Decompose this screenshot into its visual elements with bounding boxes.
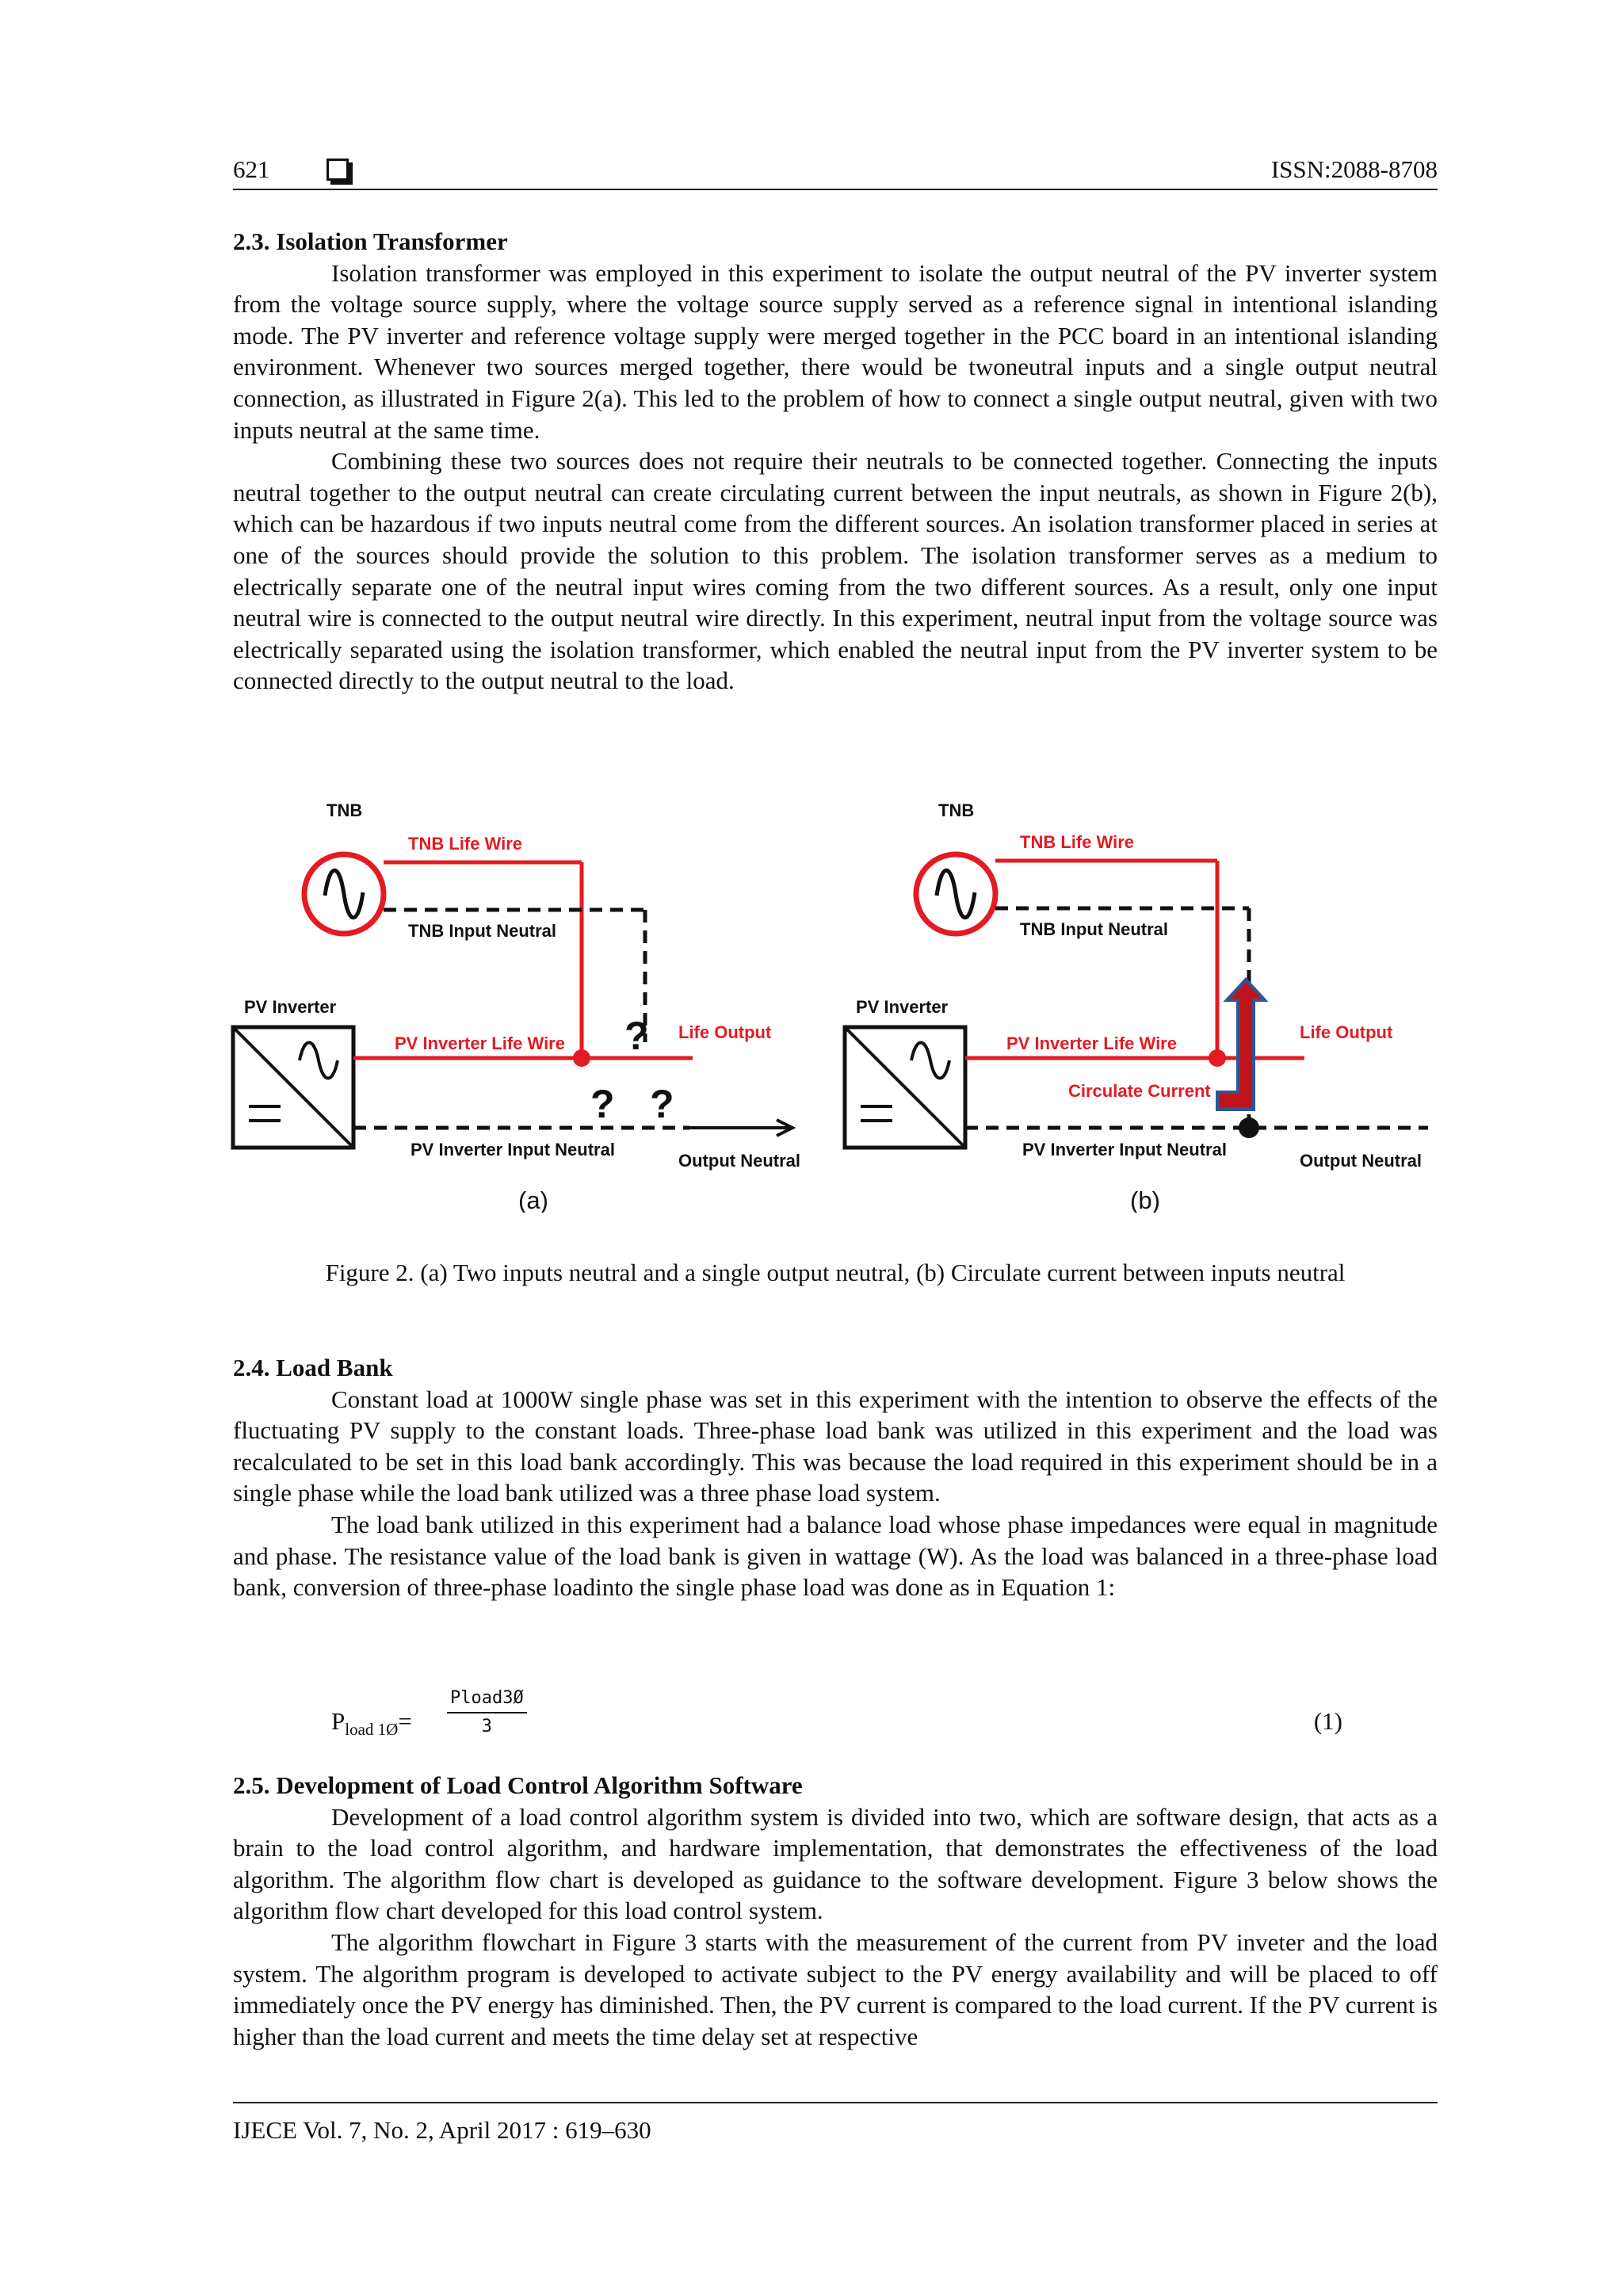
issn: ISSN:2088-8708 xyxy=(1270,155,1438,183)
section-2-5 xyxy=(233,1770,1438,2052)
tnb-input-neutral-label: TNB Input Neutral xyxy=(1020,919,1168,939)
figure-panel-b xyxy=(845,800,1428,1213)
equation-number: (1) xyxy=(1313,1707,1342,1735)
section-2-4 xyxy=(233,1352,1438,1603)
footer-rule xyxy=(233,2102,1438,2103)
section-heading: 2.3. Isolation Transformer xyxy=(233,227,508,255)
question-mark: ? xyxy=(624,1014,649,1058)
equation-1 xyxy=(233,1685,1438,1748)
denominator: 3 xyxy=(481,1717,492,1736)
tnb-label: TNB xyxy=(938,800,975,820)
neutral-junction-dot xyxy=(1239,1117,1259,1138)
pv-inverter-label: PV Inverter xyxy=(244,997,337,1017)
pv-life-wire-label: PV Inverter Life Wire xyxy=(1006,1033,1177,1053)
equation-lhs: $P_{load 1Ø}=$ xyxy=(331,1707,412,1740)
figure-caption: Figure 2. (a) Two inputs neutral and a single output neutral, (b) Circulate current between inputs neutral xyxy=(325,1259,1346,1286)
panel-a-label: (a) xyxy=(518,1186,548,1213)
pv-input-neutral-label: PV Inverter Input Neutral xyxy=(1022,1140,1227,1159)
page-footer: IJECE Vol. 7, No. 2, April 2017 : 619–630 xyxy=(233,2116,651,2144)
page-number: 621 xyxy=(233,155,270,183)
output-neutral-label: Output Neutral xyxy=(678,1151,800,1171)
output-neutral-label: Output Neutral xyxy=(1300,1151,1422,1171)
figure-panel-a xyxy=(233,800,800,1213)
numerator: Pload3Ø xyxy=(447,1685,527,1713)
circulate-current-label: Circulate Current xyxy=(1068,1081,1211,1101)
pv-life-wire-label: PV Inverter Life Wire xyxy=(395,1033,565,1053)
section-heading: 2.5. Development of Load Control Algorithm Software xyxy=(233,1771,803,1799)
tnb-life-wire-label: TNB Life Wire xyxy=(1020,832,1135,852)
paragraph: Combining these two sources does not require their neutrals to be connected together. Connecting the inputs neutral together to the output neutral can create circulating current between the input neutrals, as shown in Figure 2(b), which can be hazardous if two inputs neutral come from the different sources. An isolation transformer placed in series at one of the sources should provide the solution to this problem. The isolation transformer serves as a medium to electrically separate one of the neutral input wires coming from the two different sources. As a result, only one input neutral wire is connected to the output neutral wire directly. In this experiment, neutral input from the voltage source was electrically separated using the isolation transformer, which enabled the neutral input from the PV inverter system to be connected directly to the output neutral to the load. xyxy=(233,447,1438,695)
paragraph: The load bank utilized in this experiment had a balance load whose phase impedances were equal in magnitude and phase. The resistance value of the load bank is given in wattage (W). As the load was balanced in a three-phase load bank, conversion of three-phase loadinto the single phase load was done as in Equation 1: xyxy=(233,1510,1438,1602)
section-2-3 xyxy=(233,226,1438,697)
panel-b-label: (b) xyxy=(1130,1186,1160,1213)
question-mark: ? xyxy=(590,1082,615,1126)
tnb-life-wire-label: TNB Life Wire xyxy=(408,834,523,854)
pv-inverter-label: PV Inverter xyxy=(856,997,949,1017)
equation-fraction xyxy=(447,1685,527,1740)
question-mark: ? xyxy=(650,1082,674,1126)
paragraph: The algorithm flowchart in Figure 3 starts with the measurement of the current from PV inveter and the load system. The algorithm program is developed to activate subject to the PV energy availability and will be placed to off immediately once the PV energy has diminished. Then, the PV current is compared to the load current. If the PV current is higher than the load current and meets the time delay set at respective xyxy=(233,1927,1438,2050)
section-heading: 2.4. Load Bank xyxy=(233,1354,393,1381)
tnb-input-neutral-label: TNB Input Neutral xyxy=(408,921,556,941)
paragraph: Constant load at 1000W single phase was set in this experiment with the intention to observe the effects of the fluctuating PV supply to the constant loads. Three-phase load bank was utilized in this experiment and the load was recalculated to be set in this load bank accordingly. This was because the load required in this experiment should be in a single phase while the load bank utilized was a three phase load system. xyxy=(233,1385,1438,1507)
junction-dot xyxy=(573,1049,590,1067)
page-header xyxy=(233,155,1438,190)
checkbox-square-icon xyxy=(327,159,349,181)
tnb-label: TNB xyxy=(327,800,363,820)
header-rule xyxy=(233,189,1438,190)
junction-dot xyxy=(1209,1049,1226,1067)
life-output-label: Life Output xyxy=(678,1022,772,1042)
paragraph: Isolation transformer was employed in this experiment to isolate the output neutral of the PV inverter system from the voltage source supply, where the voltage source supply served as a reference signal in intentional islanding mode. The PV inverter and reference voltage supply were merged together in the PCC board in an intentional islanding environment. Whenever two sources merged together, there would be twoneutral inputs and a single output neutral connection, as illustrated in Figure 2(a). This led to the problem of how to connect a single output neutral, given with two inputs neutral at the same time. xyxy=(233,258,1438,444)
life-output-label: Life Output xyxy=(1300,1022,1393,1042)
circulate-current-arrow-icon xyxy=(1217,980,1265,1110)
pv-input-neutral-label: PV Inverter Input Neutral xyxy=(411,1140,615,1159)
paragraph: Development of a load control algorithm system is divided into two, which are software design, that acts as a brain to the load control algorithm, and hardware implementation, that demonstrates the effectiveness of the load algorithm. The algorithm flow chart is developed as guidance to the software development. Figure 3 below shows the algorithm flow chart developed for this load control system. xyxy=(233,1802,1438,1925)
figure-2 xyxy=(230,793,1442,1213)
